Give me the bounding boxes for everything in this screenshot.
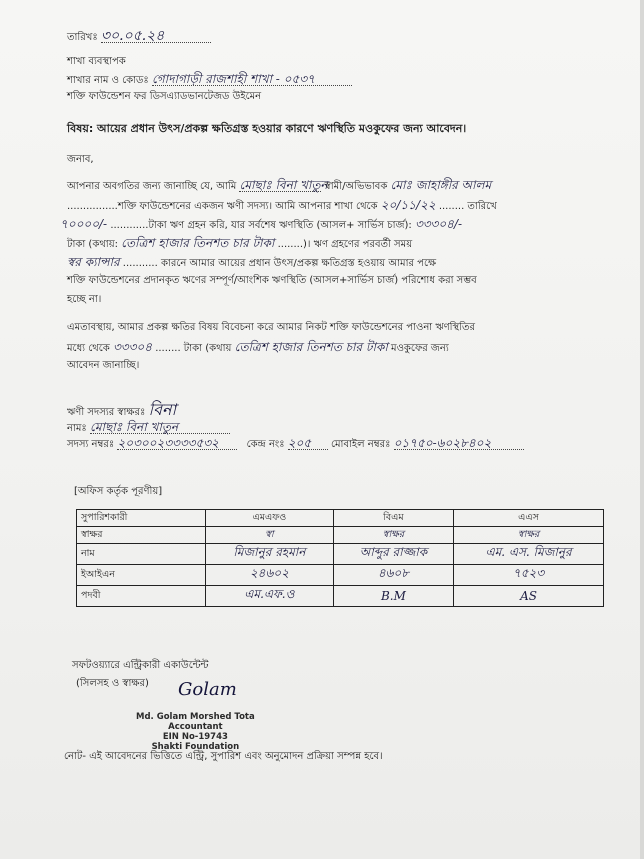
member-name-handwritten: মোছাঃ বিনা খাতুন — [239, 178, 328, 192]
body-text: ................শক্তি ফাউন্ডেশনের একজন ঋণী সদস্য। আমি আপনার শাখা থেকে — [67, 201, 378, 212]
mfo-ein: ২৪৬০২ — [206, 565, 334, 586]
member-name-value: মোছাঃ বিনা খাতুন — [90, 421, 230, 434]
member-signature-label: ঋণী সদস্যর স্বাক্ষরঃ — [67, 407, 146, 418]
body-line-1 — [67, 179, 491, 193]
table-row — [77, 565, 604, 586]
member-number-line — [67, 437, 524, 451]
bm-signature: স্বাক্ষর — [333, 527, 453, 544]
date-label: তারিখঃ — [67, 32, 98, 43]
salutation: জনাব, — [67, 154, 94, 165]
branch-label: শাখার নাম ও কোডঃ — [67, 75, 149, 86]
as-designation: AS — [454, 586, 604, 607]
as-signature: স্বাক্ষর — [454, 527, 604, 544]
body-line-4 — [67, 237, 412, 251]
body-line-8: এমতাবস্থায়, আমার প্রকল্প ক্ষতির বিষয় বিবেচনা করে আমার নিকট শক্তি ফাউন্ডেশনের পাওনা ঋণস্থিতির — [67, 322, 476, 333]
row-label-name: নাম — [77, 544, 206, 565]
body-text: ........ তারিখে — [438, 201, 497, 212]
office-table — [76, 509, 604, 607]
balance-handwritten: ৩৩৩০৪/- — [414, 217, 463, 231]
amount-in-words-handwritten: তেত্রিশ হাজার তিনশত চার টাকা — [121, 236, 275, 250]
cause-handwritten: স্বর ক্যান্সার — [67, 255, 120, 269]
member-name-line — [67, 421, 230, 435]
seal-signature-label: (সিলসহ ও স্বাক্ষর) — [76, 678, 149, 689]
bm-name: আব্দুর রাজ্জাক — [333, 544, 453, 565]
body-text: ........ টাকা (কথায় — [155, 343, 232, 354]
table-row — [77, 527, 604, 544]
body-text: ............টাকা ঋণ গ্রহন করি, যার সর্বশেষ ঋণস্থিতি (আসল+ সার্ভিস চার্জ): — [110, 220, 412, 231]
stamp-line: Shakti Foundation — [151, 742, 240, 752]
as-ein: ৭৫২৩ — [454, 565, 604, 586]
header-recommender: সুপারিশকারী — [77, 510, 206, 527]
mobile-value: ০১৭৫০-৬০২৮৪০২ — [394, 437, 524, 450]
waiver-words-handwritten: তেত্রিশ হাজার তিনশত চার টাকা — [234, 340, 388, 354]
loan-date-handwritten: ২০/১১/২২ — [380, 198, 436, 212]
body-text: ........)। ঋণ গ্রহণের পরবর্তী সময় — [277, 239, 413, 250]
recipient-line: শাখা ব্যবস্থাপক — [67, 56, 126, 67]
member-number-label: সদস্য নম্বরঃ — [67, 439, 115, 450]
center-value: ২০৫ — [288, 437, 328, 450]
body-text: আপনার অবগতির জন্য জানাচ্ছি যে, আমি — [67, 181, 237, 192]
subject-line: বিষয়: আয়ের প্রধান উৎস/প্রকল্প ক্ষতিগ্রস্ত হওয়ার কারণে ঋণস্থিতি মওকুফের জন্য আবেদন। — [67, 122, 467, 135]
table-row — [77, 544, 604, 565]
branch-line — [67, 73, 352, 87]
header-mfo: এমএফও — [206, 510, 334, 527]
bm-designation: B.M — [333, 586, 453, 607]
header-bm: বিএম — [333, 510, 453, 527]
date-line — [67, 30, 211, 44]
member-name-label: নামঃ — [67, 423, 87, 434]
date-value: ৩০.০৫.২৪ — [101, 30, 211, 43]
member-signature: বিনা — [148, 400, 177, 419]
member-number-value: ২০৩০০২৩৩৩৩৫৩২ — [117, 437, 237, 450]
stamp-line: Accountant — [168, 722, 223, 732]
loan-amount-handwritten: ৭০০০০/- — [60, 217, 108, 231]
row-label-designation: পদবী — [77, 586, 206, 607]
body-text: টাকা (কথায়: — [67, 239, 118, 250]
center-label: কেন্দ্র নংঃ — [246, 439, 285, 450]
mobile-label: মোবাইল নম্বরঃ — [330, 439, 391, 450]
mfo-signature: স্বা — [206, 527, 334, 544]
stamp-line: EIN No-19743 — [162, 732, 228, 742]
as-name: এম. এস. মিজানুর — [454, 544, 604, 565]
body-line-7: হচ্ছে না। — [67, 294, 102, 305]
row-label-ein: ইআইএন — [77, 565, 206, 586]
header-as: এএস — [454, 510, 604, 527]
body-text: মওকুফের জন্য — [391, 343, 449, 354]
body-text: ........... কারনে আমার আয়ের প্রধান উৎস/প্রকল্প ক্ষতিগ্রস্ত হওয়ায় আমার পক্ষে — [122, 258, 437, 269]
stamp-line: Md. Golam Morshed Tota — [136, 712, 255, 722]
body-line-3 — [60, 218, 462, 232]
waiver-amount-handwritten: ৩৩৩০৪ — [113, 340, 152, 354]
accountant-stamp — [136, 712, 255, 752]
branch-value: গোদাগাড়ী রাজশাহী শাখা - ০৫৩৭ — [152, 73, 352, 86]
office-caption: [অফিস কর্তৃক পূরণীয়] — [74, 486, 163, 497]
office-header-row — [77, 510, 604, 527]
mfo-designation: এম.এফ.ও — [206, 586, 334, 607]
footer-note: নোট- এই আবেদনের ভিত্তিতে এন্ট্রি, সুপারিশ এবং অনুমোদন প্রক্রিয়া সম্পন্ন হবে। — [64, 751, 383, 762]
organization-line: শক্তি ফাউন্ডেশন ফর ডিসএ্যাডভানটেজড উইমেন — [67, 91, 262, 102]
body-line-5 — [67, 256, 436, 270]
body-line-9 — [67, 341, 449, 355]
entry-accountant-label: সফটওয়্যারে এন্ট্রিকারী একাউন্টেন্ট — [72, 660, 209, 671]
guardian-name-handwritten: মোঃ জাহাঙ্গীর আলম — [390, 178, 492, 192]
page-edge — [640, 0, 644, 859]
body-text: মধ্যে থেকে — [67, 343, 110, 354]
body-line-10: আবেদন জানাচ্ছি। — [67, 360, 140, 371]
table-row — [77, 586, 604, 607]
bm-ein: ৪৬০৮ — [333, 565, 453, 586]
body-line-2 — [67, 199, 497, 213]
accountant-signature: Golam — [178, 679, 237, 700]
member-signature-line — [67, 400, 177, 419]
body-text: স্বামী/অভিভাবক — [324, 181, 388, 192]
body-line-6: শক্তি ফাউন্ডেশনের প্রদানকৃত ঋণের সম্পূর্ণ/আংশিক ঋণস্থিতি (আসল+সার্ভিস চার্জ) পরিশোধ করা সম্ভব — [67, 275, 477, 286]
row-label-signature: স্বাক্ষর — [77, 527, 206, 544]
mfo-name: মিজানুর রহমান — [206, 544, 334, 565]
